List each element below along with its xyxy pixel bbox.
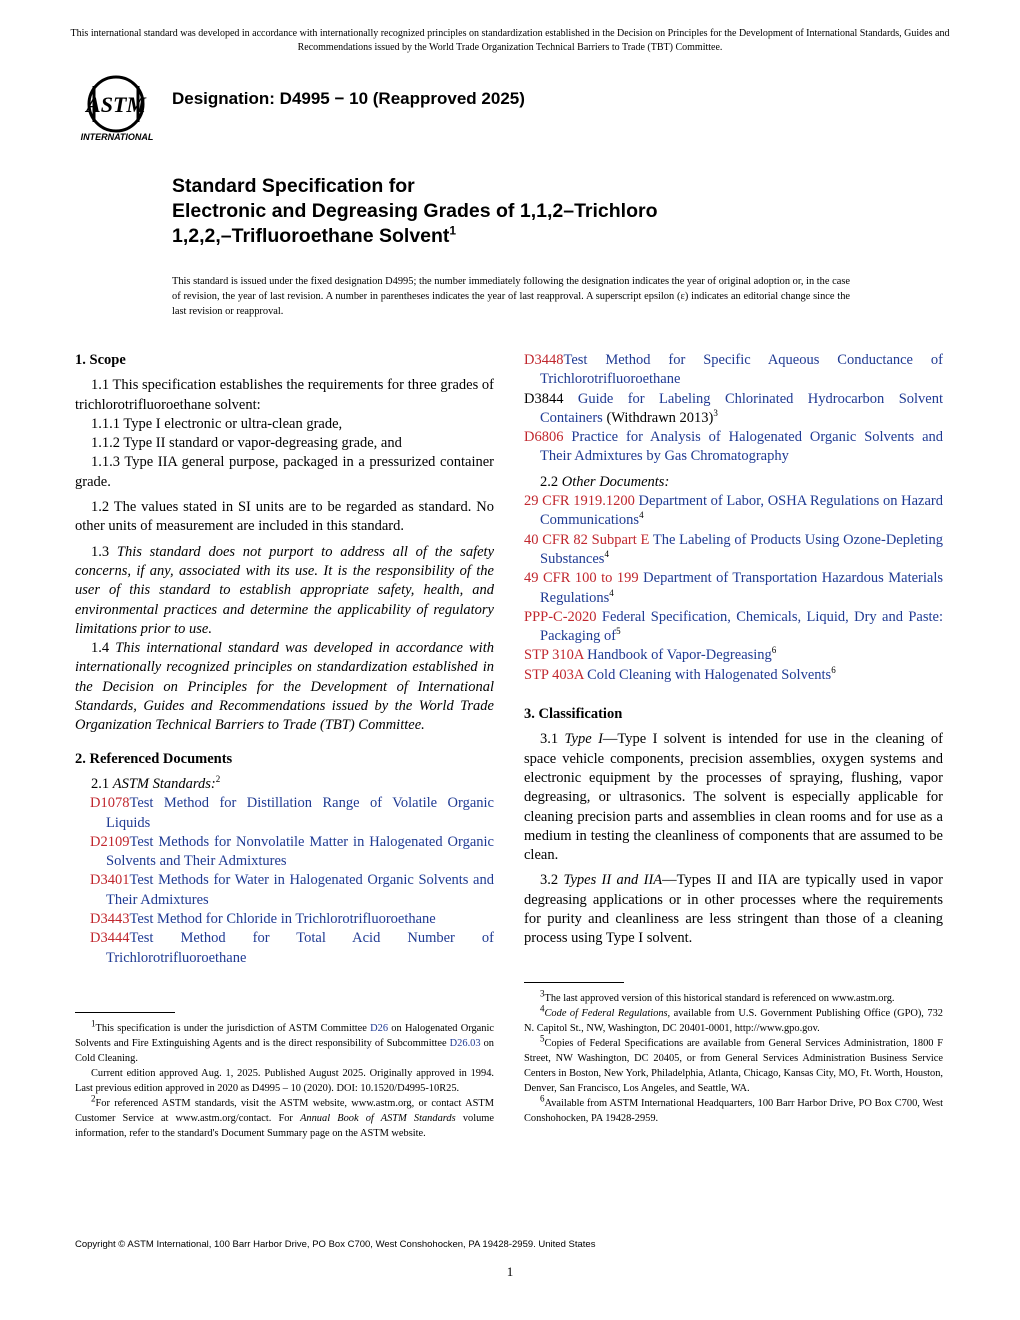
scope-1-3-num: 1.3: [91, 543, 110, 560]
footnote-6: [524, 1093, 943, 1126]
scope-1-1-3: 1.1.3 Type IIA general purpose, packaged in a pressurized container grade.: [75, 454, 494, 490]
astm-ref-list: [75, 794, 494, 968]
ref-mark: 6: [771, 645, 777, 656]
ref-item[interactable]: [75, 833, 494, 872]
ref-mark: 5: [616, 626, 621, 637]
ref-title-d3844[interactable]: Guide for Labeling Chlorinated Hydrocarbon Solvent Containers: [540, 390, 944, 426]
other-documents-label: [524, 473, 943, 492]
classification-3-2-term: Types II and IIA: [563, 872, 663, 889]
ref-code[interactable]: STP 310A: [524, 647, 584, 664]
scope-1-1-2: 1.1.2 Type II standard or vapor-degreasing grade, and: [91, 435, 402, 452]
ref-withdrawn-note: (Withdrawn 2013): [606, 409, 714, 426]
footnote-2-italic: Annual Book of ASTM Standards: [300, 1113, 456, 1124]
title-line-3-text: 1,2,2,–Trifluoroethane Solvent: [172, 225, 450, 247]
footnote-2-text-a: For referenced ASTM standards, visit the ASTM website, www.astm.org, or contact ASTM Customer Service at www.astm.org/contact. For: [75, 1098, 494, 1124]
ref-title[interactable]: Test Method for Chloride in Trichlorotrifluoroethane: [129, 911, 436, 928]
footnote-1: [75, 1018, 494, 1066]
ref-item[interactable]: [75, 871, 494, 910]
ref-title[interactable]: Department of Transportation Hazardous Materials Regulations: [540, 570, 944, 606]
footnotes-left: [75, 1018, 494, 1141]
ref-title[interactable]: Department of Labor, OSHA Regulations on Hazard Communications: [540, 493, 943, 529]
ref-title[interactable]: Test Method for Total Acid Number of Trichlorotrifluoroethane: [106, 930, 494, 966]
astm-standards-text: ASTM Standards:: [112, 775, 216, 792]
scope-1-3-text: This standard does not purport to address all of the safety concerns, if any, associated with its use. It is the responsibility of the user of this standard to establish appropriate safety, health, and environmental practices and determine the applicability of regulatory limitations prior to use.: [75, 543, 495, 637]
scope-1-2: 1.2 The values stated in SI units are to be regarded as standard. No other units of measurement are included in this standard.: [75, 499, 494, 535]
left-column: [75, 351, 494, 968]
footnote-divider-left: [75, 1012, 175, 1013]
footnote-2-mark: 2: [91, 1093, 96, 1104]
ref-code[interactable]: D2109: [90, 833, 130, 850]
classification-3-1-term: Type I: [564, 731, 603, 748]
other-ref-item[interactable]: [524, 608, 943, 647]
header-notice: This international standard was developed in accordance with internationally recognized principles on standardization established in the Decision on Principles for the Development of International Standards, Guides and Recommendations issued by the World Trade Organization Technical Barriers to Trade (TBT) Committee.: [70, 28, 950, 53]
astm-logo-subtext: INTERNATIONAL: [80, 132, 154, 142]
classification-3-2-num: 3.2: [540, 872, 559, 889]
ref-item[interactable]: [75, 929, 494, 968]
footnote-5: [524, 1033, 943, 1096]
other-ref-item[interactable]: [524, 666, 943, 685]
title-line-2: Electronic and Degreasing Grades of 1,1,2–Trichloro: [172, 200, 658, 222]
footnote-5-text: Copies of Federal Specifications are available from General Services Administration, 1800 F Street, NW Washington, DC 20405, or from General Services Administration Business Service Centers in Boston, New York, Philadelphia, Atlanta, Chicago, Kansas City, MO, Ft. Worth, Houston, Denver, San Francisco, Los Angeles, and Seattle, WA.: [524, 1038, 943, 1094]
ref-title[interactable]: Federal Specification, Chemicals, Liquid, Dry and Paste: Packaging of: [540, 608, 943, 645]
ref-item[interactable]: [524, 351, 943, 390]
footnote-divider-right: [524, 982, 624, 983]
classification-heading: 3. Classification: [524, 706, 623, 723]
document-title: [172, 174, 872, 249]
ref-item-d3844[interactable]: [524, 390, 943, 429]
scope-1-1-1: 1.1.1 Type I electronic or ultra-clean grade,: [91, 415, 343, 432]
ref-title[interactable]: Test Method for Distillation Range of Volatile Organic Liquids: [106, 795, 494, 831]
footnote-4-italic: Code of Federal Regulations,: [544, 1008, 671, 1019]
footnote-1-text-c: on Cold Cleaning.: [75, 1038, 494, 1064]
footnote-6-text: Available from ASTM International Headquarters, 100 Barr Harbor Drive, PO Box C700, West Conshohocken, PA 19428-2959.: [524, 1098, 943, 1124]
astm-logo-text: ASTM: [86, 92, 146, 117]
ref-code[interactable]: 40 CFR 82 Subpart E: [524, 531, 650, 548]
astm-logo: [72, 72, 162, 144]
ref-code[interactable]: PPP-C-2020: [524, 608, 597, 625]
other-ref-item[interactable]: [524, 646, 943, 665]
title-line-1: Standard Specification for: [172, 175, 415, 197]
ref-item-d6806[interactable]: [524, 428, 943, 467]
ref-title[interactable]: Cold Cleaning with Halogenated Solvents: [587, 666, 832, 683]
footnote-2: [75, 1093, 494, 1141]
ref-code[interactable]: 49 CFR 100 to 199: [524, 570, 639, 587]
scope-1-1: 1.1 This specification establishes the requirements for three grades of trichlorotrifluoroethane solvent:: [75, 377, 494, 413]
ref-title-d6806[interactable]: Practice for Analysis of Halogenated Organic Solvents and Their Admixtures by Gas Chromatography: [540, 429, 944, 465]
issued-note: This standard is issued under the fixed designation D4995; the number immediately following the designation indicates the year of original adoption or, in the case of revision, the year of last revision. A number in parentheses indicates the year of last reapproval. A superscript epsilon (ε) indicates an editorial change since the last revision or reapproval.: [172, 276, 850, 317]
astm-logo-mark: [72, 72, 162, 144]
ref-title[interactable]: The Labeling of Products Using Ozone-Depleting Substances: [540, 531, 943, 567]
other-ref-item[interactable]: [524, 531, 943, 570]
other-documents-text: Other Documents:: [561, 473, 670, 490]
ref-item[interactable]: [75, 910, 494, 929]
scope-1-4-text: This international standard was developed in accordance with internationally recognized principles on standardization established in the Decision on Principles for the Development of International Standards, Guides and Recommendations issued by the World Trade Organization Technical Barriers to Trade (TBT) Committee.: [75, 640, 494, 734]
ref-mark: 6: [831, 664, 836, 675]
right-column: [524, 351, 943, 949]
footnote-4-mark: 4: [540, 1003, 545, 1014]
other-documents-num: 2.2: [540, 473, 559, 490]
committee-link[interactable]: D26: [370, 1023, 389, 1034]
title-footnote-mark: 1: [449, 223, 457, 238]
ref-title[interactable]: Test Methods for Nonvolatile Matter in Halogenated Organic Solvents and Their Admixtures: [106, 833, 494, 870]
ref-title[interactable]: Test Methods for Water in Halogenated Organic Solvents and Their Admixtures: [106, 872, 494, 908]
footnotes-right: [524, 988, 943, 1126]
footnote-3: [524, 988, 943, 1006]
footnote-3-text: The last approved version of this historical standard is referenced on www.astm.org.: [544, 993, 895, 1004]
ref-code-d6806[interactable]: D6806: [524, 429, 564, 446]
ref-code[interactable]: STP 403A: [524, 666, 584, 683]
referenced-heading: 2. Referenced Documents: [75, 750, 233, 767]
scope-1-4-num: 1.4: [91, 640, 110, 657]
ref-code[interactable]: 29 CFR 1919.1200: [524, 493, 635, 510]
ref-mark-d3844: 3: [713, 408, 718, 419]
ref-code[interactable]: D3448: [524, 352, 564, 368]
ref-code[interactable]: D3401: [90, 872, 130, 889]
ref-mark: 4: [604, 549, 609, 560]
classification-3-2-text: —Types II and IIA are typically used in vapor degreasing applications or in other processes where the requirements for purity and cleanliness are less stringent than those of a cleaning process using Type I solvent.: [524, 872, 943, 947]
page-number: 1: [506, 1264, 514, 1279]
astm-standards-mark: 2: [215, 774, 221, 785]
title-line-3: [172, 224, 872, 249]
scope-heading: 1. Scope: [75, 352, 126, 368]
ref-code[interactable]: D3444: [90, 930, 130, 947]
footnote-3-mark: 3: [540, 988, 545, 999]
ref-title[interactable]: Test Method for Specific Aqueous Conductance of Trichlorotrifluoroethane: [540, 352, 943, 388]
footnote-5-mark: 5: [540, 1033, 545, 1044]
astm-standards-num: 2.1: [91, 775, 110, 792]
footnote-1-mark: 1: [91, 1018, 96, 1029]
footnote-2-text-b: volume information, refer to the standard's Document Summary page on the ASTM website.: [75, 1113, 494, 1139]
footnote-6-mark: 6: [540, 1093, 545, 1104]
footnote-4: [524, 1003, 943, 1036]
footnote-1-text-a: This specification is under the jurisdiction of ASTM Committee: [95, 1023, 367, 1034]
ref-mark: 4: [639, 510, 644, 521]
ref-code[interactable]: D3443: [90, 911, 130, 928]
ref-title[interactable]: Handbook of Vapor-Degreasing: [587, 647, 772, 664]
scope-1-4: [75, 639, 494, 735]
subcommittee-link[interactable]: D26.03: [449, 1038, 481, 1049]
astm-standards-label: [75, 775, 494, 794]
classification-3-1-num: 3.1: [540, 731, 559, 748]
classification-3-1: [524, 730, 943, 865]
ref-mark: 4: [609, 587, 614, 598]
classification-3-2: [524, 871, 943, 948]
other-ref-item[interactable]: [524, 492, 943, 531]
footnote-1-edition: Current edition approved Aug. 1, 2025. Published August 2025. Originally approved in 1994. Last previous edition approved in 2020 as D4995 – 10 (2020). DOI: 10.1520/D4995-10R25.: [75, 1068, 494, 1094]
footnote-1-text-b: on Halogenated Organic Solvents and Fire Extinguishing Agents and is the direct responsibility of Subcommittee: [75, 1023, 494, 1049]
ref-item[interactable]: [75, 794, 494, 833]
other-ref-item[interactable]: [524, 569, 943, 608]
copyright: Copyright © ASTM International, 100 Barr Harbor Drive, PO Box C700, West Conshohocken, PA 19428-2959. United States: [75, 1239, 596, 1250]
ref-code[interactable]: D1078: [90, 795, 130, 812]
other-ref-list: [524, 492, 943, 685]
designation: Designation: D4995 − 10 (Reapproved 2025): [172, 89, 525, 108]
classification-3-1-text: —Type I solvent is intended for use in the cleaning of space vehicle components, precision assemblies, oxygen systems and electronic equipment by the processes of spraying, flushing, vapor degreasing, or ultrasonics. The solvent is especially applicable for cleaning precision parts and assemblies in clean rooms and for use as a medium in testing the cleanliness of components that are assumed to be clean.: [524, 731, 943, 864]
scope-1-3: [75, 543, 494, 639]
ref-code-d3844: D3844: [524, 390, 564, 407]
footnote-4-text: available from U.S. Government Publishing Office (GPO), 732 N. Capitol St., NW, Washington, DC 20401-0001, http://www.gpo.gov.: [524, 1008, 943, 1034]
